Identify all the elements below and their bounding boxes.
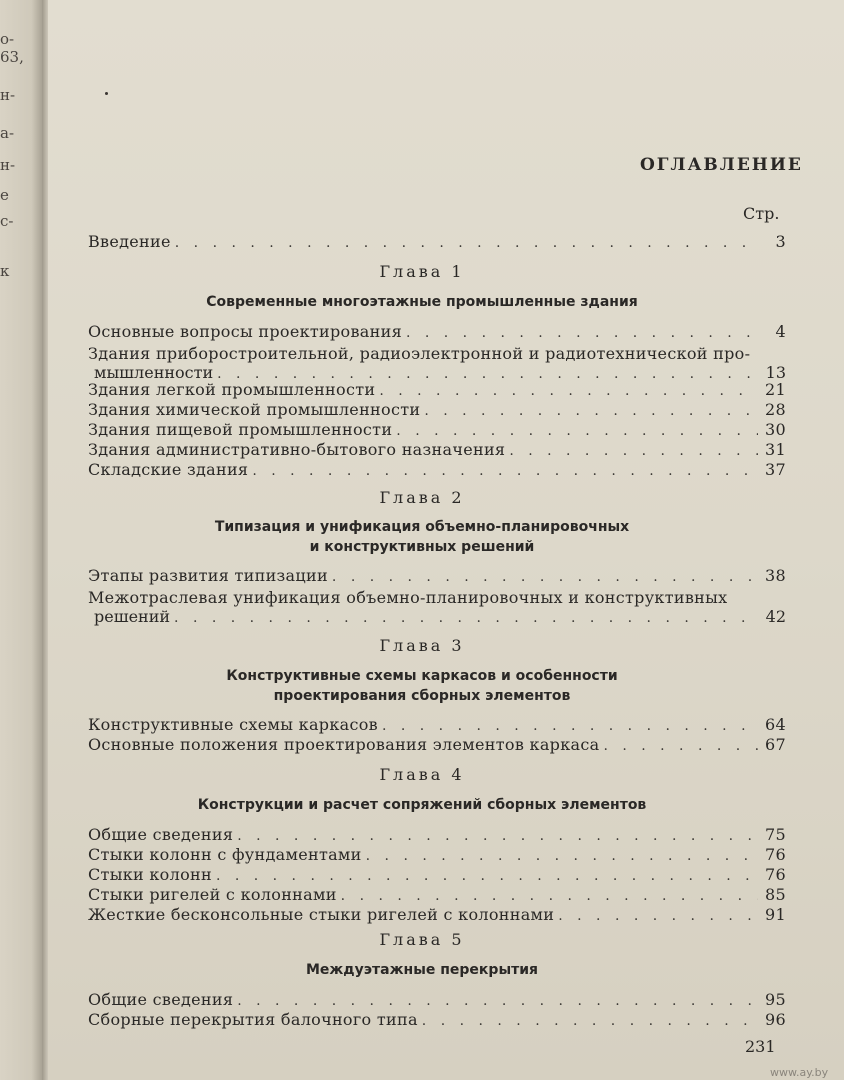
dot-leader [237,827,758,846]
toc-entry-title: Здания приборостроительной, радиоэлектронной и радиотехнической про- [88,344,751,363]
chapter-heading: Глава 4 [379,765,465,784]
dot-leader [366,847,758,866]
toc-entry-page: 4 [775,322,786,341]
dot-leader [509,442,758,461]
toc-entry-title: Введение [88,232,171,251]
chapter-title-line: Конструкции и расчет сопряжений сборных элементов [197,797,647,813]
toc-entry [88,566,786,587]
dot-leader [422,1012,758,1031]
chapter-heading: Глава 1 [379,262,465,281]
chapter-title [0,292,844,312]
chapter-title [0,517,844,557]
dot-leader [332,568,758,587]
toc-entry-title: Здания легкой промышленности [88,380,376,399]
toc-entry-page: 13 [765,363,786,382]
chapter-title [0,666,844,706]
toc-entry-page: 85 [765,885,786,904]
toc-entry-page: 76 [765,845,786,864]
dot-leader [424,402,758,421]
toc-entry [88,460,786,481]
toc-entry-title: Здания пищевой промышленности [88,420,393,439]
chapter-title-line: и конструктивных решений [309,539,535,555]
chapter-heading: Глава 3 [379,636,465,655]
chapter-title-line: Современные многоэтажные промышленные здания [206,294,638,310]
toc-entry [88,845,786,866]
toc-entry [88,865,786,886]
dot-leader [396,422,758,441]
toc-entry-title: мышленности [94,363,214,382]
toc-entry [88,905,786,926]
toc-entry [88,440,786,461]
toc-entry-title: Этапы развития типизации [88,566,328,585]
toc-entry-page: 96 [765,1010,786,1029]
toc-entry [88,885,786,906]
toc-entry-page: 95 [765,990,786,1009]
toc-entry-title: Складские здания [88,460,249,479]
toc-entry-intro [88,232,786,253]
toc-entry [88,825,786,846]
toc-entry-page: 67 [765,735,786,754]
chapter-title-line: Типизация и унификация объемно-планировочных [214,519,630,535]
toc-entry-title: решений [94,607,171,626]
toc-entry-page: 31 [765,440,786,459]
toc-entry [88,715,786,736]
toc-entry-page: 37 [765,460,786,479]
toc-entry [88,735,786,756]
dot-leader [174,609,758,628]
toc-entry-title: Жесткие бесконсольные стыки ригелей с колоннами [88,905,555,924]
left-page-text-fragment: к [0,262,10,280]
toc-entry-title: Основные вопросы проектирования [88,322,402,341]
toc-entry-page: 30 [765,420,786,439]
left-page-text-fragment: е [0,186,9,204]
dot-leader [603,737,758,756]
left-page-text-fragment: н- [0,86,16,104]
chapter-heading: Глава 2 [379,488,465,507]
toc-entry-page: 28 [765,400,786,419]
toc-entry [88,344,786,384]
chapter-title [0,960,844,980]
toc-entry-title: Здания административно-бытового назначения [88,440,506,459]
toc-title: ОГЛАВЛЕНИЕ [640,155,803,175]
toc-entry-page: 3 [775,232,786,251]
toc-entry-title: Стыки ригелей с колоннами [88,885,337,904]
toc-entry-page: 42 [765,607,786,626]
dot-leader [379,382,758,401]
dot-leader [175,234,758,253]
chapter-title-line: Междуэтажные перекрытия [305,962,539,978]
dot-leader [406,324,758,343]
toc-entry-title: Основные положения проектирования элементов каркаса [88,735,600,754]
toc-entry-page: 38 [765,566,786,585]
paper-speck [105,92,108,95]
toc-entry-title: Стыки колонн с фундаментами [88,845,362,864]
toc-entry [88,588,786,628]
toc-entry-page: 64 [765,715,786,734]
toc-entry [88,380,786,401]
toc-entry [88,990,786,1011]
toc-entry-page: 76 [765,865,786,884]
page-number: 231 [745,1037,776,1056]
toc-entry-title: Конструктивные схемы каркасов [88,715,378,734]
dot-leader [216,867,758,886]
dot-leader [252,462,758,481]
toc-entry [88,420,786,441]
left-page-text-fragment: а- [0,124,15,142]
toc-entry-title: Сборные перекрытия балочного типа [88,1010,418,1029]
left-page-text-fragment: о- [0,30,15,48]
left-page-text-fragment: н- [0,156,16,174]
dot-leader [341,887,758,906]
chapter-title-line: проектирования сборных элементов [273,688,571,704]
toc-entry-page: 21 [765,380,786,399]
dot-leader [237,992,758,1011]
toc-entry-page: 75 [765,825,786,844]
chapter-heading: Глава 5 [379,930,465,949]
toc-entry [88,400,786,421]
chapter-title-line: Конструктивные схемы каркасов и особенности [226,668,618,684]
page-column-label: Стр. [743,204,780,223]
left-page-text-fragment: с- [0,212,14,230]
watermark: www.ay.by [770,1066,829,1079]
toc-entry-title: Межотраслевая унификация объемно-планировочных и конструктивных [88,588,728,607]
left-page-text-fragment: 63, [0,48,24,66]
toc-entry-title: Здания химической промышленности [88,400,421,419]
toc-entry [88,322,786,343]
toc-entry-page: 91 [765,905,786,924]
toc-entry [88,1010,786,1031]
chapter-title [0,795,844,815]
toc-entry-title: Общие сведения [88,990,234,1009]
dot-leader [558,907,758,926]
toc-entry-title: Стыки колонн [88,865,212,884]
toc-entry-title: Общие сведения [88,825,234,844]
dot-leader [382,717,758,736]
